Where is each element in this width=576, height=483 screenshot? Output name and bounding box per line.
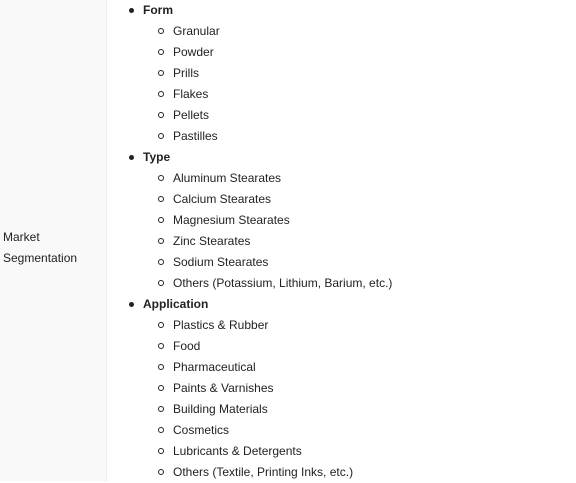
list-item-label: Sodium Stearates — [173, 255, 269, 269]
list-item — [143, 399, 392, 420]
list-item — [143, 315, 392, 336]
list-item — [143, 84, 392, 105]
list-item-label: Others (Potassium, Lithium, Barium, etc.) — [173, 276, 393, 290]
bullet-circle-icon — [158, 175, 164, 181]
list-item — [143, 42, 392, 63]
segment-title: Type — [143, 150, 171, 164]
segment-items — [143, 315, 392, 483]
list-item-label: Flakes — [173, 87, 209, 101]
bullet-circle-icon — [158, 469, 164, 475]
bullet-circle-icon — [158, 406, 164, 412]
list-item-label: Others (Textile, Printing Inks, etc.) — [173, 465, 354, 479]
list-item-label: Plastics & Rubber — [173, 318, 269, 332]
list-item-label: Prills — [173, 66, 199, 80]
list-item-label: Powder — [173, 45, 214, 59]
list-item — [143, 105, 392, 126]
segments-cell — [107, 0, 576, 481]
list-item-label: Pellets — [173, 108, 210, 122]
list-item-label: Pastilles — [173, 129, 218, 143]
segment-items — [143, 168, 392, 294]
bullet-circle-icon — [158, 238, 164, 244]
bullet-circle-icon — [158, 70, 164, 76]
list-item — [143, 189, 392, 210]
list-item — [143, 231, 392, 252]
bullet-circle-icon — [158, 343, 164, 349]
list-item-label: Building Materials — [173, 402, 268, 416]
list-item-label: Food — [173, 339, 201, 353]
list-item-label: Paints & Varnishes — [173, 381, 274, 395]
segment-type — [107, 147, 392, 294]
bullet-circle-icon — [158, 322, 164, 328]
list-item-label: Aluminum Stearates — [173, 171, 282, 185]
list-item — [143, 378, 392, 399]
list-item-label: Zinc Stearates — [173, 234, 251, 248]
list-item — [143, 273, 392, 294]
list-item — [143, 126, 392, 147]
list-item — [143, 441, 392, 462]
segment-form — [107, 0, 392, 147]
bullet-circle-icon — [158, 112, 164, 118]
row-label-line-1: Market — [3, 230, 40, 244]
bullet-disc-icon — [129, 155, 134, 160]
bullet-circle-icon — [158, 448, 164, 454]
list-item — [143, 252, 392, 273]
bullet-circle-icon — [158, 49, 164, 55]
segment-title: Application — [143, 297, 209, 311]
list-item — [143, 168, 392, 189]
bullet-circle-icon — [158, 217, 164, 223]
list-item — [143, 21, 392, 42]
bullet-circle-icon — [158, 280, 164, 286]
bullet-circle-icon — [158, 91, 164, 97]
row-label-line-2: Segmentation — [3, 251, 78, 265]
row-label — [3, 227, 77, 269]
bullet-circle-icon — [158, 259, 164, 265]
bullet-circle-icon — [158, 196, 164, 202]
segment-title: Form — [143, 3, 173, 17]
list-item — [143, 210, 392, 231]
list-item — [143, 63, 392, 84]
bullet-circle-icon — [158, 385, 164, 391]
list-item-label: Lubricants & Detergents — [173, 444, 302, 458]
list-item-label: Calcium Stearates — [173, 192, 272, 206]
list-item-label: Pharmaceutical — [173, 360, 256, 374]
list-item — [143, 420, 392, 441]
bullet-circle-icon — [158, 133, 164, 139]
segment-application — [107, 294, 392, 483]
bullet-circle-icon — [158, 427, 164, 433]
list-item — [143, 336, 392, 357]
bullet-circle-icon — [158, 28, 164, 34]
list-item-label: Granular — [173, 24, 220, 38]
list-item — [143, 357, 392, 378]
bullet-circle-icon — [158, 364, 164, 370]
list-item-label: Cosmetics — [173, 423, 230, 437]
list-item — [143, 462, 392, 483]
bullet-disc-icon — [129, 302, 134, 307]
segment-items — [143, 21, 392, 147]
list-item-label: Magnesium Stearates — [173, 213, 290, 227]
row-header-cell — [0, 0, 107, 481]
bullet-disc-icon — [129, 8, 134, 13]
segment-list — [107, 0, 392, 483]
